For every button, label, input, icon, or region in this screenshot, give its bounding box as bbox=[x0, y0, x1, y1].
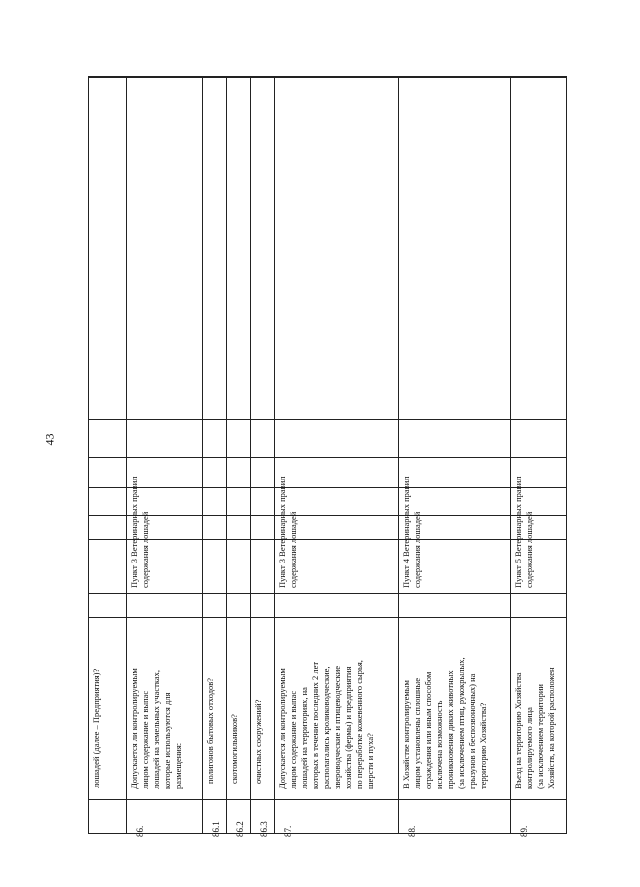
row-number: 86.3 bbox=[259, 821, 269, 837]
question-text: очистных сооружений? bbox=[253, 699, 263, 784]
checklist-table bbox=[88, 76, 567, 837]
row-number: 86.1 bbox=[211, 821, 221, 837]
question-text: лошадей (далее – Предприятия)? bbox=[91, 668, 101, 788]
legal-basis: Пункт 3 Ветеринарных правил содержания лошадей bbox=[277, 476, 298, 588]
table-row bbox=[89, 77, 127, 833]
legal-basis: Пункт 5 Ветеринарных правил содержания лошадей bbox=[513, 476, 534, 588]
table-row bbox=[251, 77, 275, 837]
row-number: 86. bbox=[135, 825, 145, 837]
table-row bbox=[511, 77, 566, 837]
row-number: 89. bbox=[519, 825, 529, 837]
table-row bbox=[227, 77, 251, 837]
row-number: 86.2 bbox=[235, 821, 245, 837]
legal-basis: Пункт 4 Ветеринарных правил содержания лошадей bbox=[401, 476, 422, 588]
table-row bbox=[127, 77, 203, 837]
row-number: 88. bbox=[407, 825, 417, 837]
table-row bbox=[275, 77, 399, 837]
page-number: 43 bbox=[42, 433, 57, 446]
question-text: В Хозяйстве контролируемым лицом установлены сплошные ограждения или иным способом исключена возможность проникновения диких животных (за исключением птиц, рукокрылых, грызунов и беспозвоночных) на территорию Хозяйства? bbox=[401, 657, 488, 789]
question-text: Допускается ли контролируемым лицом содержание и выпас лошадей на земельных участках, которые используются для размещения: bbox=[129, 668, 183, 789]
legal-basis: Пункт 3 Ветеринарных правил содержания лошадей bbox=[129, 476, 150, 588]
question-text: Въезд на территорию Хозяйства контролируемого лица (за исключением территории Хозяйств, на которой расположен bbox=[513, 667, 556, 789]
row-number: 87. bbox=[283, 825, 293, 837]
question-text: скотомогильников? bbox=[229, 714, 239, 784]
question-text: Допускается ли контролируемым лицом содержание и выпас лошадей на территориях, на которых в течение последних 2 лет располагались кролиководческие, звероводческие и птицеводческие хозяйства (фермы) и предприятия по переработке кожевенного сырья, шерсти и пуха? bbox=[277, 660, 375, 789]
table-row bbox=[399, 77, 511, 837]
question-text: полигонов бытовых отходов? bbox=[205, 677, 215, 784]
table-row bbox=[203, 77, 227, 837]
